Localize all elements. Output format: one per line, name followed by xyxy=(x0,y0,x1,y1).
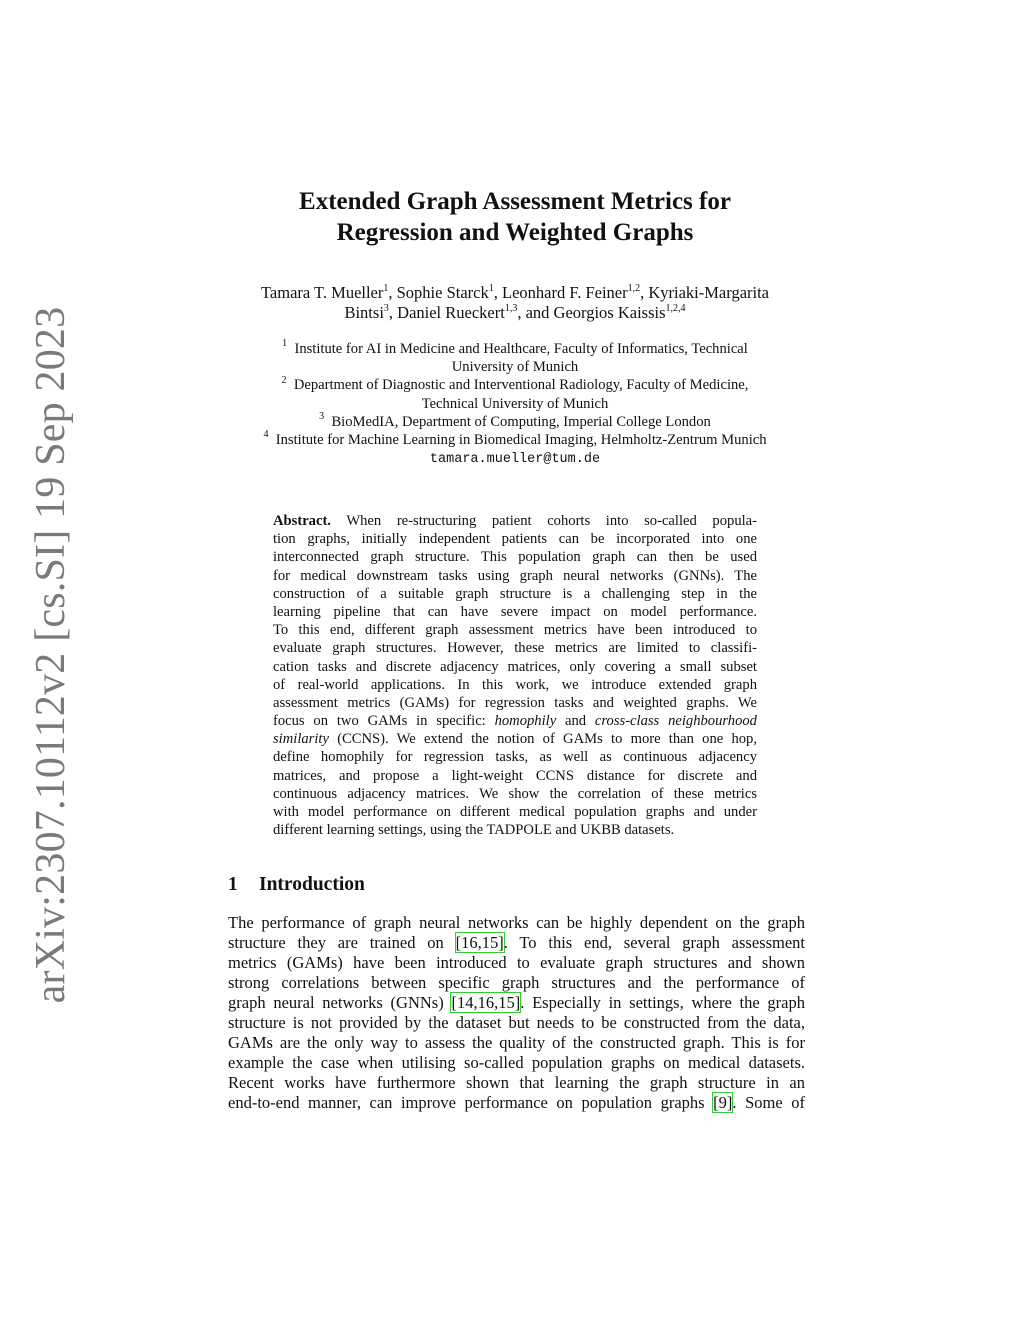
title-line-2: Regression and Weighted Graphs xyxy=(336,219,694,246)
abstract-line xyxy=(273,512,757,530)
abstract-line: tion graphs, initially independent patients can be incorporated into one xyxy=(273,531,757,548)
affiliation-number: 3 xyxy=(319,410,325,422)
abstract-line: define homophily for regression tasks, as well as continuous adjacency xyxy=(273,749,757,766)
abstract-line: continuous adjacency matrices. We show the correlation of these metrics xyxy=(273,785,757,802)
section-title: Introduction xyxy=(259,874,365,895)
author-name: Tamara T. Mueller xyxy=(260,283,384,302)
affiliation-3 xyxy=(200,410,830,431)
abstract-text: focus on two GAMs in specific: xyxy=(273,713,486,730)
author-name: , Leonhard F. Feiner xyxy=(493,283,628,302)
abstract-term: homophily xyxy=(494,713,557,730)
abstract-term: cross-class neighbourhood xyxy=(594,713,757,730)
abstract-line: matrices, and propose a light-weight CCNS distance for discrete and xyxy=(273,767,757,784)
arxiv-id: arXiv:2307.10112v2 [cs.SI] 19 Sep 2023 xyxy=(28,306,74,1004)
citation-link[interactable]: [14,16,15] xyxy=(451,993,521,1012)
author-name: , Sophie Starck xyxy=(388,283,489,302)
abstract-line: To this end, different graph assessment metrics have been introduced to xyxy=(273,622,757,639)
affiliation-text: Institute for AI in Medicine and Healthcare, Faculty of Informatics, Technical xyxy=(294,341,748,357)
body-line: GAMs are the only way to assess the quality of the constructed graph. This is for xyxy=(228,1033,805,1052)
author-affil-mark: 1,2,4 xyxy=(665,302,686,314)
abstract-text: and xyxy=(565,713,587,730)
body-line: Recent works have furthermore shown that learning the graph structure in an xyxy=(228,1073,805,1092)
abstract-term: similarity xyxy=(273,731,329,748)
affiliation-number: 4 xyxy=(263,429,269,441)
title-line-1: Extended Graph Assessment Metrics for xyxy=(299,188,731,215)
author-affil-mark: 1,2 xyxy=(627,282,641,294)
author-line-2 xyxy=(200,303,830,323)
abstract-line: learning pipeline that can have severe impact on model performance. xyxy=(273,603,757,620)
body-line xyxy=(228,933,805,953)
section-heading xyxy=(228,874,365,896)
author-affil-mark: 3 xyxy=(383,302,389,314)
abstract-line: for medical downstream tasks using graph neural networks (GNNs). The xyxy=(273,567,757,584)
paper-title xyxy=(230,186,800,248)
abstract-text: (CCNS). We extend the notion of GAMs to more than one hop, xyxy=(337,731,757,748)
body-line: structure is not provided by the dataset but needs to be constructed from the data, xyxy=(228,1013,805,1032)
body-text: structure they are trained on xyxy=(228,933,444,952)
author-line-1 xyxy=(200,283,830,303)
body-text: . Especially in settings, where the graph xyxy=(520,993,805,1012)
citation-link[interactable]: [16,15] xyxy=(455,933,504,952)
affiliation-1-cont: University of Munich xyxy=(451,359,579,376)
abstract-line xyxy=(273,730,757,748)
abstract-line: different learning settings, using the TADPOLE and UKBB datasets. xyxy=(273,822,675,839)
abstract-line: cation tasks and discrete adjacency matrices, only covering a small subset xyxy=(273,658,757,675)
affiliation-number: 1 xyxy=(282,338,288,350)
affiliation-text: Department of Diagnostic and Interventional Radiology, Faculty of Medicine, xyxy=(293,377,749,394)
body-text: end-to-end manner, can improve performance on population graphs xyxy=(228,1093,705,1112)
arxiv-watermark xyxy=(26,306,76,1004)
abstract-line: with model performance on different medical population graphs and under xyxy=(273,804,757,820)
abstract-line: construction of a suitable graph structure is a challenging step in the xyxy=(273,585,757,602)
body-line xyxy=(228,1093,805,1113)
email-address: tamara.mueller@tum.de xyxy=(429,452,601,468)
abstract-line xyxy=(273,712,757,730)
abstract-line: of real-world applications. In this work, we introduce extended graph xyxy=(273,676,757,693)
abstract-line: assessment metrics (GAMs) for regression tasks and weighted graphs. We xyxy=(273,694,757,711)
abstract xyxy=(273,512,757,839)
abstract-text: When re-structuring patient cohorts into so-called popula- xyxy=(346,513,758,529)
author-name: , Daniel Rueckert xyxy=(388,303,505,322)
author-name: Bintsi xyxy=(344,303,384,322)
body-text: . To this end, several graph assessment xyxy=(503,933,805,952)
author-email xyxy=(200,449,830,469)
abstract-label: Abstract. xyxy=(273,513,331,529)
citation-link[interactable]: [9] xyxy=(713,1093,733,1112)
affiliation-1 xyxy=(200,340,830,358)
author-name: , and Georgios Kaissis xyxy=(517,303,666,322)
author-list xyxy=(200,283,830,323)
author-affil-mark: 1 xyxy=(383,282,389,294)
affiliation-number: 2 xyxy=(281,374,287,386)
affiliation-2-cont: Technical University of Munich xyxy=(421,395,609,412)
body-line: metrics (GAMs) have been introduced to evaluate graph structures and shown xyxy=(228,953,805,972)
section-number: 1 xyxy=(228,874,238,895)
author-affil-mark: 1,3 xyxy=(504,302,518,314)
abstract-line: evaluate graph structures. However, these metrics are limited to classifi- xyxy=(273,640,757,657)
affiliation-4 xyxy=(200,431,830,449)
body-text: graph neural networks (GNNs) xyxy=(228,993,444,1012)
body-line xyxy=(228,993,805,1013)
affiliation-text: Institute for Machine Learning in Biomedical Imaging, Helmholtz-Zentrum Munich xyxy=(275,432,767,449)
introduction-text xyxy=(228,913,805,1113)
affiliations xyxy=(200,340,830,469)
author-affil-mark: 1 xyxy=(488,282,494,294)
affiliation-2 xyxy=(200,376,830,394)
body-text: . Some of xyxy=(732,1093,805,1112)
body-line: strong correlations between specific graph structures and the performance of xyxy=(228,973,805,992)
author-name: , Kyriaki-Margarita xyxy=(640,283,770,302)
body-line: example the case when utilising so-called population graphs on medical datasets. xyxy=(228,1053,805,1072)
abstract-line: interconnected graph structure. This population graph can then be used xyxy=(273,549,757,566)
body-line: The performance of graph neural networks can be highly dependent on the graph xyxy=(228,913,805,932)
affiliation-text: BioMedIA, Department of Computing, Imperial College London xyxy=(331,413,711,430)
